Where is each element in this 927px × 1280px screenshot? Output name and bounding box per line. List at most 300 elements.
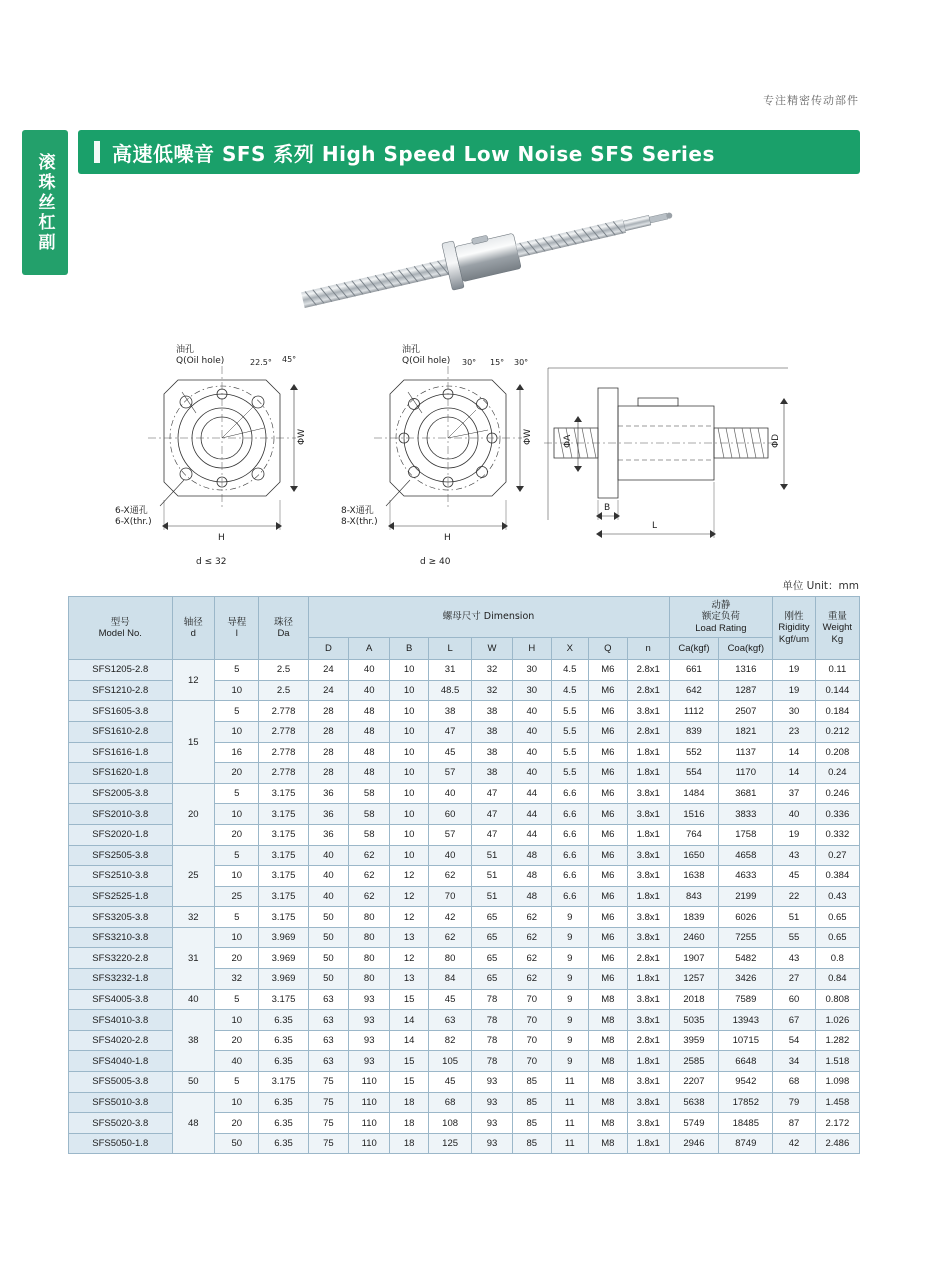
cell-Q: M6 xyxy=(588,907,627,928)
cell-model: SFS5010-3.8 xyxy=(69,1092,173,1113)
th-ball xyxy=(259,597,308,660)
th-load-rating xyxy=(669,597,773,638)
cell-B: 12 xyxy=(390,907,429,928)
cell-weight: 0.65 xyxy=(815,927,859,948)
cell-B: 13 xyxy=(390,969,429,990)
cell-B: 12 xyxy=(390,886,429,907)
cell-W: 51 xyxy=(472,866,513,887)
cell-X: 4.5 xyxy=(551,660,588,681)
cell-D: 63 xyxy=(308,1030,349,1051)
technical-drawings xyxy=(78,330,868,575)
th-Q: Q xyxy=(588,638,627,660)
header-note: 专注精密传动部件 xyxy=(763,94,859,107)
cell-A: 93 xyxy=(349,1030,390,1051)
cell-ball-diameter: 3.175 xyxy=(259,783,308,804)
cell-X: 11 xyxy=(551,1113,588,1134)
cell-coa: 1137 xyxy=(719,742,773,763)
cell-shaft-diameter: 40 xyxy=(172,989,215,1010)
cell-W: 47 xyxy=(472,824,513,845)
cell-A: 48 xyxy=(349,763,390,784)
section-dim-l: L xyxy=(652,521,658,531)
table-head xyxy=(69,597,860,660)
cell-A: 62 xyxy=(349,866,390,887)
cell-W: 38 xyxy=(472,701,513,722)
cell-coa: 17852 xyxy=(719,1092,773,1113)
th-weight-cn: 重量 xyxy=(827,611,847,622)
cell-rigidity: 43 xyxy=(773,845,815,866)
side-tab xyxy=(22,130,68,275)
cell-H: 40 xyxy=(512,763,551,784)
cell-L: 45 xyxy=(429,1072,472,1093)
th-shaft-cn: 轴径 xyxy=(183,616,203,628)
cell-weight: 1.026 xyxy=(815,1010,859,1031)
left-caption: d ≤ 32 xyxy=(196,557,227,567)
cell-model: SFS5020-3.8 xyxy=(69,1113,173,1134)
cell-n: 1.8x1 xyxy=(627,742,669,763)
cell-lead: 5 xyxy=(215,907,259,928)
cell-H: 62 xyxy=(512,948,551,969)
cell-rigidity: 67 xyxy=(773,1010,815,1031)
cell-L: 62 xyxy=(429,927,472,948)
th-rigidity-cn: 刚性 xyxy=(784,611,804,622)
cell-shaft-diameter: 48 xyxy=(172,1092,215,1154)
cell-n: 2.8x1 xyxy=(627,1030,669,1051)
cell-model: SFS2010-3.8 xyxy=(69,804,173,825)
cell-Q: M8 xyxy=(588,1113,627,1134)
cell-coa: 1821 xyxy=(719,721,773,742)
cell-ca: 1638 xyxy=(669,866,719,887)
cell-ca: 2207 xyxy=(669,1072,719,1093)
cell-A: 80 xyxy=(349,927,390,948)
cell-n: 1.8x1 xyxy=(627,1133,669,1154)
cell-ca: 5035 xyxy=(669,1010,719,1031)
cell-weight: 2.172 xyxy=(815,1113,859,1134)
cell-D: 28 xyxy=(308,721,349,742)
cell-A: 80 xyxy=(349,907,390,928)
cell-D: 36 xyxy=(308,783,349,804)
cell-Q: M6 xyxy=(588,783,627,804)
cell-ball-diameter: 2.778 xyxy=(259,701,308,722)
cell-ca: 1112 xyxy=(669,701,719,722)
cell-rigidity: 54 xyxy=(773,1030,815,1051)
drawing-left xyxy=(148,366,298,530)
table-row xyxy=(69,907,860,928)
cell-n: 1.8x1 xyxy=(627,763,669,784)
cell-X: 11 xyxy=(551,1092,588,1113)
cell-model: SFS4020-2.8 xyxy=(69,1030,173,1051)
cell-coa: 2507 xyxy=(719,701,773,722)
cell-A: 62 xyxy=(349,886,390,907)
cell-A: 93 xyxy=(349,1051,390,1072)
cell-model: SFS3205-3.8 xyxy=(69,907,173,928)
th-weight-unit: Kg xyxy=(831,633,844,645)
cell-X: 6.6 xyxy=(551,824,588,845)
left-hole-cn: 6-X通孔 xyxy=(115,506,148,516)
th-lead-cn: 导程 xyxy=(227,616,247,628)
cell-W: 38 xyxy=(472,721,513,742)
cell-H: 40 xyxy=(512,701,551,722)
cell-lead: 5 xyxy=(215,845,259,866)
cell-ball-diameter: 3.175 xyxy=(259,989,308,1010)
side-tab-label: 滚珠丝杠副 xyxy=(34,152,55,253)
cell-A: 48 xyxy=(349,742,390,763)
cell-X: 4.5 xyxy=(551,680,588,701)
cell-W: 32 xyxy=(472,660,513,681)
cell-A: 93 xyxy=(349,1010,390,1031)
cell-Q: M8 xyxy=(588,1092,627,1113)
cell-ca: 1484 xyxy=(669,783,719,804)
cell-ball-diameter: 3.175 xyxy=(259,1072,308,1093)
cell-rigidity: 23 xyxy=(773,721,815,742)
cell-X: 11 xyxy=(551,1133,588,1154)
th-shaft xyxy=(172,597,215,660)
cell-H: 48 xyxy=(512,845,551,866)
left-angle-1: 22.5° xyxy=(250,358,272,367)
cell-shaft-diameter: 38 xyxy=(172,1010,215,1072)
cell-weight: 0.208 xyxy=(815,742,859,763)
cell-lead: 5 xyxy=(215,783,259,804)
title-banner xyxy=(78,130,860,174)
cell-W: 93 xyxy=(472,1133,513,1154)
cell-lead: 16 xyxy=(215,742,259,763)
cell-shaft-diameter: 25 xyxy=(172,845,215,907)
cell-W: 78 xyxy=(472,1051,513,1072)
th-rigidity-en: Rigidity xyxy=(778,622,810,634)
th-lead xyxy=(215,597,259,660)
cell-B: 10 xyxy=(390,701,429,722)
cell-ca: 1516 xyxy=(669,804,719,825)
cell-L: 105 xyxy=(429,1051,472,1072)
cell-n: 3.8x1 xyxy=(627,783,669,804)
cell-W: 65 xyxy=(472,907,513,928)
cell-B: 15 xyxy=(390,989,429,1010)
cell-lead: 5 xyxy=(215,989,259,1010)
cell-coa: 3833 xyxy=(719,804,773,825)
cell-B: 18 xyxy=(390,1133,429,1154)
cell-X: 5.5 xyxy=(551,763,588,784)
cell-coa: 18485 xyxy=(719,1113,773,1134)
cell-lead: 10 xyxy=(215,721,259,742)
cell-n: 3.8x1 xyxy=(627,1113,669,1134)
cell-coa: 4633 xyxy=(719,866,773,887)
cell-A: 110 xyxy=(349,1072,390,1093)
left-angle-2: 45° xyxy=(282,355,297,364)
cell-L: 45 xyxy=(429,742,472,763)
th-dimension: 螺母尺寸 Dimension xyxy=(308,597,669,638)
cell-model: SFS5005-3.8 xyxy=(69,1072,173,1093)
cell-Q: M6 xyxy=(588,927,627,948)
cell-Q: M6 xyxy=(588,660,627,681)
cell-ball-diameter: 2.5 xyxy=(259,680,308,701)
cell-X: 6.6 xyxy=(551,783,588,804)
cell-rigidity: 40 xyxy=(773,804,815,825)
cell-L: 42 xyxy=(429,907,472,928)
cell-W: 78 xyxy=(472,1030,513,1051)
cell-H: 70 xyxy=(512,1010,551,1031)
cell-X: 9 xyxy=(551,1030,588,1051)
cell-Q: M6 xyxy=(588,948,627,969)
product-photo xyxy=(280,195,700,320)
cell-weight: 0.808 xyxy=(815,989,859,1010)
mid-angle-2: 15° xyxy=(490,358,505,367)
left-oil-hole-en: Q(Oil hole) xyxy=(176,356,225,366)
cell-ca: 764 xyxy=(669,824,719,845)
left-dim-h: H xyxy=(218,533,225,543)
cell-weight: 1.458 xyxy=(815,1092,859,1113)
table-row xyxy=(69,701,860,722)
cell-L: 68 xyxy=(429,1092,472,1113)
cell-D: 28 xyxy=(308,701,349,722)
cell-n: 3.8x1 xyxy=(627,804,669,825)
cell-Q: M6 xyxy=(588,742,627,763)
cell-lead: 10 xyxy=(215,1092,259,1113)
cell-rigidity: 34 xyxy=(773,1051,815,1072)
cell-lead: 20 xyxy=(215,763,259,784)
cell-L: 47 xyxy=(429,721,472,742)
cell-coa: 7255 xyxy=(719,927,773,948)
cell-L: 62 xyxy=(429,866,472,887)
cell-model: SFS1616-1.8 xyxy=(69,742,173,763)
section-dim-d: ΦD xyxy=(771,433,781,448)
cell-L: 108 xyxy=(429,1113,472,1134)
cell-D: 40 xyxy=(308,845,349,866)
cell-Q: M6 xyxy=(588,721,627,742)
cell-H: 44 xyxy=(512,804,551,825)
th-ball-en: Da xyxy=(277,628,290,640)
cell-Q: M6 xyxy=(588,680,627,701)
cell-Q: M6 xyxy=(588,824,627,845)
cell-A: 110 xyxy=(349,1092,390,1113)
cell-Q: M8 xyxy=(588,1133,627,1154)
cell-n: 2.8x1 xyxy=(627,948,669,969)
cell-W: 47 xyxy=(472,804,513,825)
cell-D: 63 xyxy=(308,989,349,1010)
cell-shaft-diameter: 20 xyxy=(172,783,215,845)
cell-B: 10 xyxy=(390,783,429,804)
cell-B: 10 xyxy=(390,845,429,866)
th-model-en: Model No. xyxy=(98,628,142,640)
cell-rigidity: 87 xyxy=(773,1113,815,1134)
table-body xyxy=(69,660,860,1154)
cell-H: 40 xyxy=(512,742,551,763)
th-L: L xyxy=(429,638,472,660)
cell-A: 58 xyxy=(349,783,390,804)
cell-ca: 2946 xyxy=(669,1133,719,1154)
cell-coa: 8749 xyxy=(719,1133,773,1154)
cell-lead: 10 xyxy=(215,680,259,701)
cell-weight: 0.11 xyxy=(815,660,859,681)
cell-A: 58 xyxy=(349,804,390,825)
cell-model: SFS2020-1.8 xyxy=(69,824,173,845)
table-row xyxy=(69,1072,860,1093)
cell-rigidity: 55 xyxy=(773,927,815,948)
cell-H: 48 xyxy=(512,866,551,887)
cell-model: SFS1620-1.8 xyxy=(69,763,173,784)
cell-model: SFS3210-3.8 xyxy=(69,927,173,948)
cell-B: 10 xyxy=(390,742,429,763)
cell-weight: 0.84 xyxy=(815,969,859,990)
mid-oil-hole-en: Q(Oil hole) xyxy=(402,356,451,366)
cell-model: SFS4040-1.8 xyxy=(69,1051,173,1072)
cell-X: 9 xyxy=(551,969,588,990)
cell-B: 10 xyxy=(390,804,429,825)
cell-X: 6.6 xyxy=(551,804,588,825)
cell-X: 6.6 xyxy=(551,886,588,907)
cell-L: 70 xyxy=(429,886,472,907)
cell-L: 38 xyxy=(429,701,472,722)
cell-D: 40 xyxy=(308,866,349,887)
cell-model: SFS1605-3.8 xyxy=(69,701,173,722)
cell-n: 3.8x1 xyxy=(627,1072,669,1093)
cell-A: 80 xyxy=(349,969,390,990)
mid-caption: d ≥ 40 xyxy=(420,557,451,567)
cell-X: 6.6 xyxy=(551,845,588,866)
cell-ball-diameter: 6.35 xyxy=(259,1030,308,1051)
cell-ca: 843 xyxy=(669,886,719,907)
cell-B: 13 xyxy=(390,927,429,948)
cell-lead: 5 xyxy=(215,701,259,722)
cell-shaft-diameter: 31 xyxy=(172,927,215,989)
cell-ball-diameter: 3.175 xyxy=(259,866,308,887)
cell-n: 1.8x1 xyxy=(627,969,669,990)
cell-W: 38 xyxy=(472,742,513,763)
cell-Q: M6 xyxy=(588,969,627,990)
cell-model: SFS1610-2.8 xyxy=(69,721,173,742)
cell-weight: 0.24 xyxy=(815,763,859,784)
cell-coa: 2199 xyxy=(719,886,773,907)
cell-H: 62 xyxy=(512,907,551,928)
cell-X: 5.5 xyxy=(551,742,588,763)
cell-L: 40 xyxy=(429,783,472,804)
cell-ball-diameter: 3.175 xyxy=(259,804,308,825)
cell-D: 50 xyxy=(308,907,349,928)
th-rigidity xyxy=(773,597,815,660)
cell-B: 12 xyxy=(390,866,429,887)
cell-weight: 0.184 xyxy=(815,701,859,722)
cell-ball-diameter: 6.35 xyxy=(259,1051,308,1072)
drawing-section xyxy=(544,368,788,538)
cell-W: 32 xyxy=(472,680,513,701)
cell-ball-diameter: 3.175 xyxy=(259,886,308,907)
cell-ca: 1839 xyxy=(669,907,719,928)
cell-H: 85 xyxy=(512,1133,551,1154)
cell-rigidity: 60 xyxy=(773,989,815,1010)
th-rigidity-unit: Kgf/um xyxy=(778,633,810,645)
cell-D: 75 xyxy=(308,1133,349,1154)
cell-D: 63 xyxy=(308,1051,349,1072)
cell-lead: 40 xyxy=(215,1051,259,1072)
cell-H: 44 xyxy=(512,783,551,804)
cell-W: 93 xyxy=(472,1113,513,1134)
cell-lead: 20 xyxy=(215,1113,259,1134)
th-weight xyxy=(815,597,859,660)
cell-rigidity: 19 xyxy=(773,660,815,681)
cell-weight: 0.43 xyxy=(815,886,859,907)
th-model-cn: 型号 xyxy=(110,616,130,628)
cell-ball-diameter: 3.175 xyxy=(259,845,308,866)
cell-H: 44 xyxy=(512,824,551,845)
cell-rigidity: 37 xyxy=(773,783,815,804)
cell-weight: 2.486 xyxy=(815,1133,859,1154)
cell-rigidity: 43 xyxy=(773,948,815,969)
cell-A: 58 xyxy=(349,824,390,845)
banner-accent-bar xyxy=(94,141,100,163)
page-title: 高速低噪音 SFS 系列 High Speed Low Noise SFS Series xyxy=(112,141,715,166)
table-row xyxy=(69,927,860,948)
cell-B: 18 xyxy=(390,1113,429,1134)
th-ca: Ca(kgf) xyxy=(669,638,719,660)
cell-X: 9 xyxy=(551,927,588,948)
cell-L: 48.5 xyxy=(429,680,472,701)
cell-A: 40 xyxy=(349,680,390,701)
cell-H: 30 xyxy=(512,660,551,681)
th-lead-en: l xyxy=(235,628,238,640)
cell-rigidity: 79 xyxy=(773,1092,815,1113)
cell-Q: M8 xyxy=(588,1051,627,1072)
cell-X: 9 xyxy=(551,1051,588,1072)
cell-A: 110 xyxy=(349,1113,390,1134)
cell-n: 3.8x1 xyxy=(627,845,669,866)
th-ball-cn: 珠径 xyxy=(274,616,294,628)
section-dim-a: ΦA xyxy=(563,434,573,448)
cell-rigidity: 27 xyxy=(773,969,815,990)
cell-L: 82 xyxy=(429,1030,472,1051)
cell-weight: 1.098 xyxy=(815,1072,859,1093)
cell-weight: 0.8 xyxy=(815,948,859,969)
cell-model: SFS1205-2.8 xyxy=(69,660,173,681)
drawing-middle xyxy=(374,366,524,530)
cell-W: 51 xyxy=(472,886,513,907)
mid-hole-en: 8-X(thr.) xyxy=(341,517,378,527)
cell-L: 57 xyxy=(429,824,472,845)
cell-coa: 3681 xyxy=(719,783,773,804)
cell-weight: 0.246 xyxy=(815,783,859,804)
left-dim-w: ΦW xyxy=(297,429,307,445)
th-H: H xyxy=(512,638,551,660)
cell-D: 50 xyxy=(308,948,349,969)
cell-A: 48 xyxy=(349,721,390,742)
cell-H: 85 xyxy=(512,1092,551,1113)
cell-ball-diameter: 3.175 xyxy=(259,907,308,928)
cell-coa: 13943 xyxy=(719,1010,773,1031)
unit-note: 单位 Unit：mm xyxy=(782,580,859,592)
cell-n: 1.8x1 xyxy=(627,886,669,907)
cell-A: 80 xyxy=(349,948,390,969)
mid-angle-3: 30° xyxy=(514,358,529,367)
mid-dim-w: ΦW xyxy=(523,429,533,445)
cell-X: 9 xyxy=(551,948,588,969)
cell-W: 65 xyxy=(472,927,513,948)
cell-D: 28 xyxy=(308,742,349,763)
cell-weight: 1.282 xyxy=(815,1030,859,1051)
cell-ca: 2460 xyxy=(669,927,719,948)
cell-H: 85 xyxy=(512,1072,551,1093)
cell-W: 93 xyxy=(472,1092,513,1113)
cell-coa: 6648 xyxy=(719,1051,773,1072)
table-row xyxy=(69,783,860,804)
cell-model: SFS3232-1.8 xyxy=(69,969,173,990)
cell-rigidity: 19 xyxy=(773,824,815,845)
cell-model: SFS5050-1.8 xyxy=(69,1133,173,1154)
cell-W: 65 xyxy=(472,969,513,990)
cell-coa: 6026 xyxy=(719,907,773,928)
cell-W: 93 xyxy=(472,1072,513,1093)
cell-A: 62 xyxy=(349,845,390,866)
cell-ball-diameter: 3.175 xyxy=(259,824,308,845)
cell-L: 57 xyxy=(429,763,472,784)
cell-Q: M8 xyxy=(588,1072,627,1093)
cell-D: 40 xyxy=(308,886,349,907)
